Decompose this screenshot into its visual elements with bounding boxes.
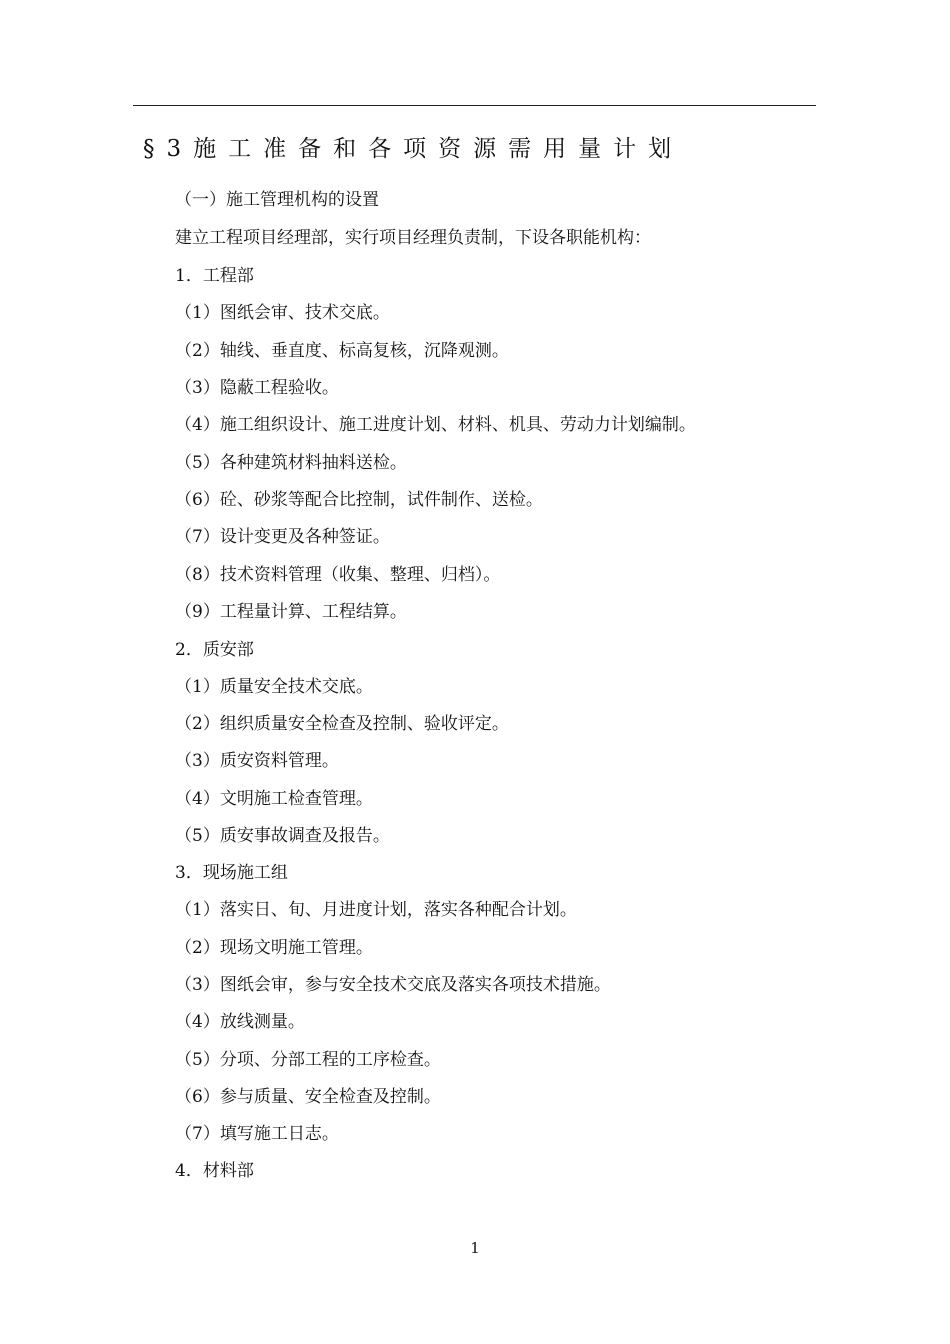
list-item: （4）放线测量。 bbox=[175, 1012, 305, 1032]
list-item: （3）图纸会审，参与安全技术交底及落实各项技术措施。 bbox=[175, 975, 611, 995]
list-item: （9）工程量计算、工程结算。 bbox=[175, 602, 407, 622]
list-item: （1）图纸会审、技术交底。 bbox=[175, 303, 390, 323]
list-item: （3）质安资料管理。 bbox=[175, 751, 339, 771]
list-item: （2）组织质量安全检查及控制、验收评定。 bbox=[175, 714, 509, 734]
intro-paragraph: 建立工程项目经理部，实行项目经理负责制，下设各职能机构： bbox=[175, 228, 651, 248]
list-item: （1）落实日、旬、月进度计划，落实各种配合计划。 bbox=[175, 900, 577, 920]
department-heading: 1．工程部 bbox=[175, 266, 254, 286]
list-item: （5）分项、分部工程的工序检查。 bbox=[175, 1050, 441, 1070]
list-item: （4）施工组织设计、施工进度计划、材料、机具、劳动力计划编制。 bbox=[175, 415, 696, 435]
list-item: （8）技术资料管理（收集、整理、归档）。 bbox=[175, 565, 501, 585]
section-title: §3施工准备和各项资源需用量计划 bbox=[143, 136, 684, 162]
list-item: （5）质安事故调查及报告。 bbox=[175, 826, 390, 846]
list-item: （2）现场文明施工管理。 bbox=[175, 938, 373, 958]
list-item: （5）各种建筑材料抽料送检。 bbox=[175, 453, 407, 473]
list-item: （7）设计变更及各种签证。 bbox=[175, 527, 390, 547]
list-item: （7）填写施工日志。 bbox=[175, 1124, 339, 1144]
list-item: （4）文明施工检查管理。 bbox=[175, 789, 373, 809]
list-item: （6）砼、砂浆等配合比控制，试件制作、送检。 bbox=[175, 490, 543, 510]
list-item: （2）轴线、垂直度、标高复核，沉降观测。 bbox=[175, 341, 509, 361]
list-item: （1）质量安全技术交底。 bbox=[175, 677, 373, 697]
list-item: （6）参与质量、安全检查及控制。 bbox=[175, 1087, 441, 1107]
page-number: 1 bbox=[470, 1239, 480, 1257]
department-heading: 2．质安部 bbox=[175, 640, 254, 660]
department-heading: 3．现场施工组 bbox=[175, 863, 288, 883]
header-rule bbox=[133, 105, 816, 106]
list-item: （3）隐蔽工程验收。 bbox=[175, 378, 339, 398]
department-heading: 4．材料部 bbox=[175, 1161, 254, 1181]
subsection-heading: （一）施工管理机构的设置 bbox=[175, 190, 379, 210]
